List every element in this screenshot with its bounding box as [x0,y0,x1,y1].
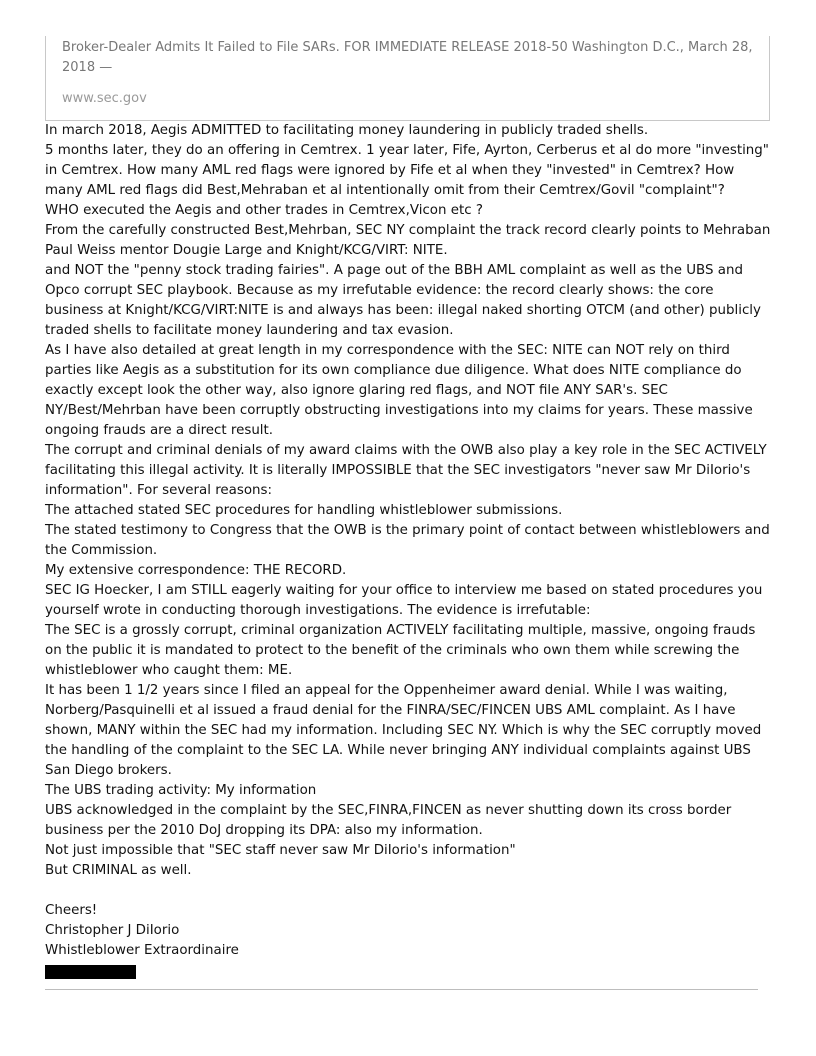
body-paragraph: In march 2018, Aegis ADMITTED to facilitating money laundering in publicly traded shells. [45,123,649,138]
signature-closing: Cheers! [45,903,98,918]
body-paragraph: The SEC is a grossly corrupt, criminal organization ACTIVELY facilitating multiple, massive, ongoing frauds on the public it is mandated to protect to the benefit of the criminals who own them while screwing the whistleblower who caught them: ME. [45,623,756,678]
body-paragraph: UBS acknowledged in the complaint by the SEC,FINRA,FINCEN as never shutting down its cross border business per the 2010 DoJ dropping its DPA: also my information. [45,803,732,838]
body-paragraph: and NOT the "penny stock trading fairies". A page out of the BBH AML complaint as well as the UBS and Opco corrupt SEC playbook. Because as my irrefutable evidence: the record clearly shows: the core business at Knight/KCG/VIRT:NITE is and always has been: illegal naked shorting OTCM (and other) publicly traded shells to facilitate money laundering and tax evasion. [45,263,761,338]
email-body [45,121,773,979]
body-paragraph: But CRIMINAL as well. [45,863,192,878]
body-paragraph: It has been 1 1/2 years since I filed an appeal for the Oppenheimer award denial. While I was waiting, Norberg/Pasquinelli et al issued a fraud denial for the FINRA/SEC/FINCEN UBS AML complaint. As I have shown, MANY within the SEC had my information. Including SEC NY. Which is why the SEC corruptly moved the handling of the complaint to the SEC LA. While never bringing ANY individual complaints against UBS San Diego brokers. [45,683,762,778]
signature-title: Whistleblower Extraordinaire [45,943,239,958]
body-paragraph: The attached stated SEC procedures for handling whistleblower submissions. [45,503,563,518]
body-paragraph: WHO executed the Aegis and other trades in Cemtrex,Vicon etc ? [45,203,483,218]
body-paragraph: Not just impossible that "SEC staff never saw Mr DiIorio's information" [45,843,516,858]
body-paragraph: SEC IG Hoecker, I am STILL eagerly waiting for your office to interview me based on stated procedures you yourself wrote in conducting thorough investigations. The evidence is irrefutable: [45,583,763,618]
link-preview-source[interactable]: www.sec.gov [62,91,147,106]
body-paragraph: The stated testimony to Congress that the OWB is the primary point of contact between whistleblowers and the Commission. [45,523,770,558]
body-paragraph: My extensive correspondence: THE RECORD. [45,563,347,578]
body-paragraph: 5 months later, they do an offering in Cemtrex. 1 year later, Fife, Ayrton, Cerberus et al do more "investing" in Cemtrex. How many AML red flags were ignored by Fife et al when they "invested" in Cemtrex? How many AML red flags did Best,Mehraban et al intentionally omit from their Cemtrex/Govil "complaint"? [45,143,769,198]
paragraph-spacer [45,881,773,901]
body-paragraph: The corrupt and criminal denials of my award claims with the OWB also play a key role in the SEC ACTIVELY facilitating this illegal activity. It is literally IMPOSSIBLE that the SEC investigators "never saw Mr DiIorio's information". For several reasons: [45,443,767,498]
body-paragraph: As I have also detailed at great length in my correspondence with the SEC: NITE can NOT rely on third parties like Aegis as a substitution for its own compliance due diligence. What does NITE compliance do exactly except look the other way, also ignore glaring red flags, and NOT file ANY SAR's. SEC NY/Best/Mehrban have been corruptly obstructing investigations into my claims for years. These massive ongoing frauds are a direct result. [45,343,753,438]
body-paragraph: The UBS trading activity: My information [45,783,317,798]
signature-name: Christopher J DiIorio [45,923,180,938]
link-preview-card[interactable] [45,36,770,121]
link-preview-title[interactable]: Broker-Dealer Admits It Failed to File SARs. FOR IMMEDIATE RELEASE 2018-50 Washington D.C., March 28, 2018 — [62,40,753,75]
body-paragraph: From the carefully constructed Best,Mehrban, SEC NY complaint the track record clearly points to Mehraban Paul Weiss mentor Dougie Large and Knight/KCG/VIRT: NITE. [45,223,771,258]
redaction-block [45,965,136,979]
divider [45,989,758,990]
